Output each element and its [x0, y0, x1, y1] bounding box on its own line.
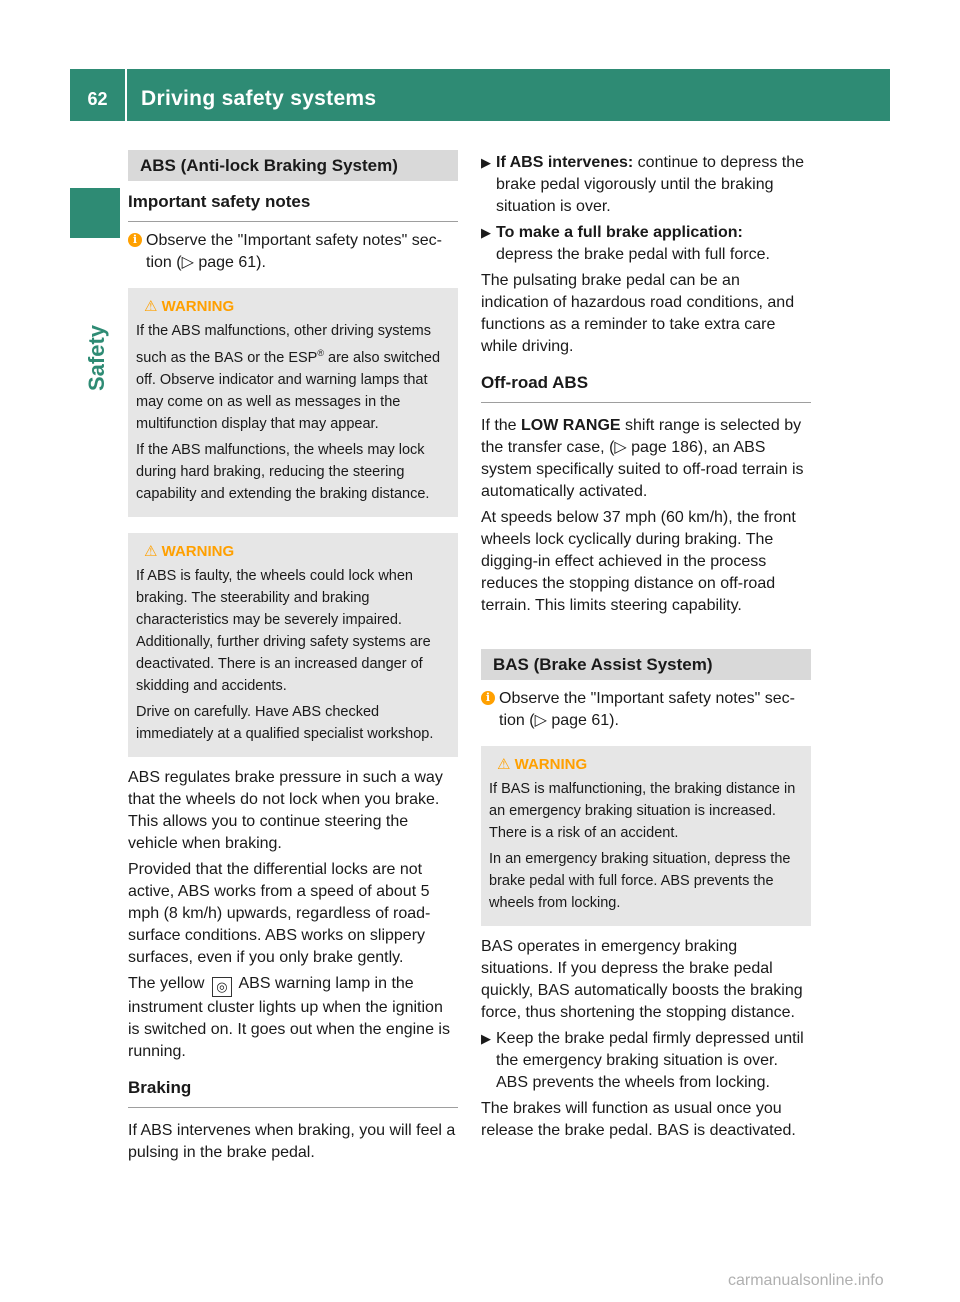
page-ref-link[interactable]: page 61). — [546, 712, 619, 729]
body-text: If the LOW RANGE shift range is selected by the transfer case, (▷ page 186), an ABS system specifically suited to off-road terrain is automatically activated. — [481, 417, 804, 500]
info-line2: tion (▷ page 61). — [146, 254, 266, 271]
watermark: carmanualsonline.info — [728, 1272, 884, 1289]
abs-heading: ABS (Anti-lock Braking System) — [128, 150, 458, 181]
info-note — [128, 230, 458, 274]
warning-triangle-icon: ⚠ — [497, 756, 511, 773]
safety-notes-heading: Important safety notes — [128, 191, 458, 222]
body-text: Provided that the differential locks are not active, ABS works from a speed of about 5 mph (8 km/h) upwards, regardless of road-surface conditions. ABS works on slippery surfaces, even if you only brake gently. — [128, 860, 431, 966]
warning-text: If the ABS malfunctions, the wheels may lock during hard braking, reducing the steering capability and extending the braking distance. — [136, 441, 430, 502]
warning-box-1 — [128, 288, 458, 517]
body-text: The brakes will function as usual once you release the brake pedal. BAS is deactivated. — [481, 1100, 796, 1139]
side-tab-label: Safety — [84, 324, 109, 392]
warning-triangle-icon: ⚠ — [144, 298, 158, 315]
instruction-bullet: ▶ Keep the brake pedal firmly depressed until the emergency braking situation is over. ABS prevents the wheels from locking. — [481, 1030, 804, 1091]
arrow-right-icon: ▶ — [481, 1031, 491, 1046]
body-text: BAS operates in emergency braking situations. If you depress the brake pedal quickly, BAS automatically boosts the braking force, thus shortening the stopping distance. — [481, 938, 803, 1021]
side-color-block — [70, 188, 120, 238]
section-title: Driving safety systems — [141, 87, 377, 110]
warning-text: In an emergency braking situation, depress the brake pedal with full force. ABS prevents the wheels from locking. — [489, 851, 791, 911]
body-text: At speeds below 37 mph (60 km/h), the front wheels lock cyclically during braking. The digging-in effect achieved in the process reduces the stopping distance on off-road terrain. This limits steering capability. — [481, 509, 796, 614]
info-line1: Observe the "Important safety notes" sec- — [146, 232, 442, 249]
body-text: ABS regulates brake pressure in such a way that the wheels do not lock when you brake. This allows you to continue steering the vehicle when braking. — [128, 768, 443, 852]
arrow-right-icon: ▶ — [481, 155, 491, 170]
body-text: The yellow ◎ ABS warning lamp in the instrument cluster lights up when the ignition is switched on. It goes out when the engine is running. — [128, 974, 450, 1060]
warning-title: ⚠ WARNING — [144, 542, 235, 560]
info-line1: Observe the "Important safety notes" sec- — [499, 690, 795, 707]
page-ref-arrow-icon: ▷ — [534, 712, 547, 729]
body-text: The pulsating brake pedal can be an indication of hazardous road conditions, and functions as a reminder to take extra care while driving. — [481, 272, 795, 355]
warning-box-3 — [481, 746, 811, 926]
warning-box-2 — [128, 533, 458, 757]
right-column — [481, 152, 811, 1146]
warning-text: If the ABS malfunctions, other driving systems such as the BAS or the ESP® are also switched off. Observe indicator and warning lamps that may come on as well as messages in the multifunction display that may appear. — [136, 323, 441, 432]
page-ref-link[interactable]: page 61). — [193, 254, 266, 271]
bas-heading: BAS (Brake Assist System) — [481, 649, 811, 680]
arrow-right-icon: ▶ — [481, 225, 491, 240]
instruction-bullet: ▶ If ABS intervenes: continue to depress the brake pedal vigorously until the braking situation is over. — [481, 154, 804, 215]
warning-text: If BAS is malfunctioning, the braking distance in an emergency braking situation is increased. There is a risk of an accident. — [489, 781, 796, 841]
info-line2: tion (▷ page 61). — [499, 712, 619, 729]
header-divider — [125, 69, 127, 121]
info-icon: i — [481, 691, 495, 705]
body-text: If ABS intervenes when braking, you will feel a pulsing in the brake pedal. — [128, 1121, 456, 1161]
warning-title: ⚠ WARNING — [144, 298, 235, 315]
page-ref-arrow-icon: ▷ — [614, 439, 627, 456]
page-ref-arrow-icon: ▷ — [181, 254, 194, 271]
left-column — [128, 150, 458, 1168]
abs-warning-lamp-icon: ◎ — [212, 977, 232, 997]
offroad-abs-heading: Off-road ABS — [481, 372, 811, 403]
info-note — [481, 688, 811, 732]
warning-triangle-icon: ⚠ — [144, 542, 158, 560]
braking-heading: Braking — [128, 1077, 458, 1108]
side-tab — [82, 318, 112, 398]
info-icon: i — [128, 233, 142, 247]
warning-title: ⚠ WARNING — [497, 756, 588, 773]
page-number: 62 — [87, 89, 108, 109]
warning-text: If ABS is faulty, the wheels could lock when braking. The steerability and braking characteristics may be severely impaired. Additionally, further driving safety systems are deactivated. There is an increased danger of skidding and accidents. — [136, 567, 431, 694]
warning-text: Drive on carefully. Have ABS checked immediately at a qualified specialist workshop. — [136, 703, 434, 742]
instruction-bullet: ▶ To make a full brake application: depress the brake pedal with full force. — [481, 224, 770, 263]
